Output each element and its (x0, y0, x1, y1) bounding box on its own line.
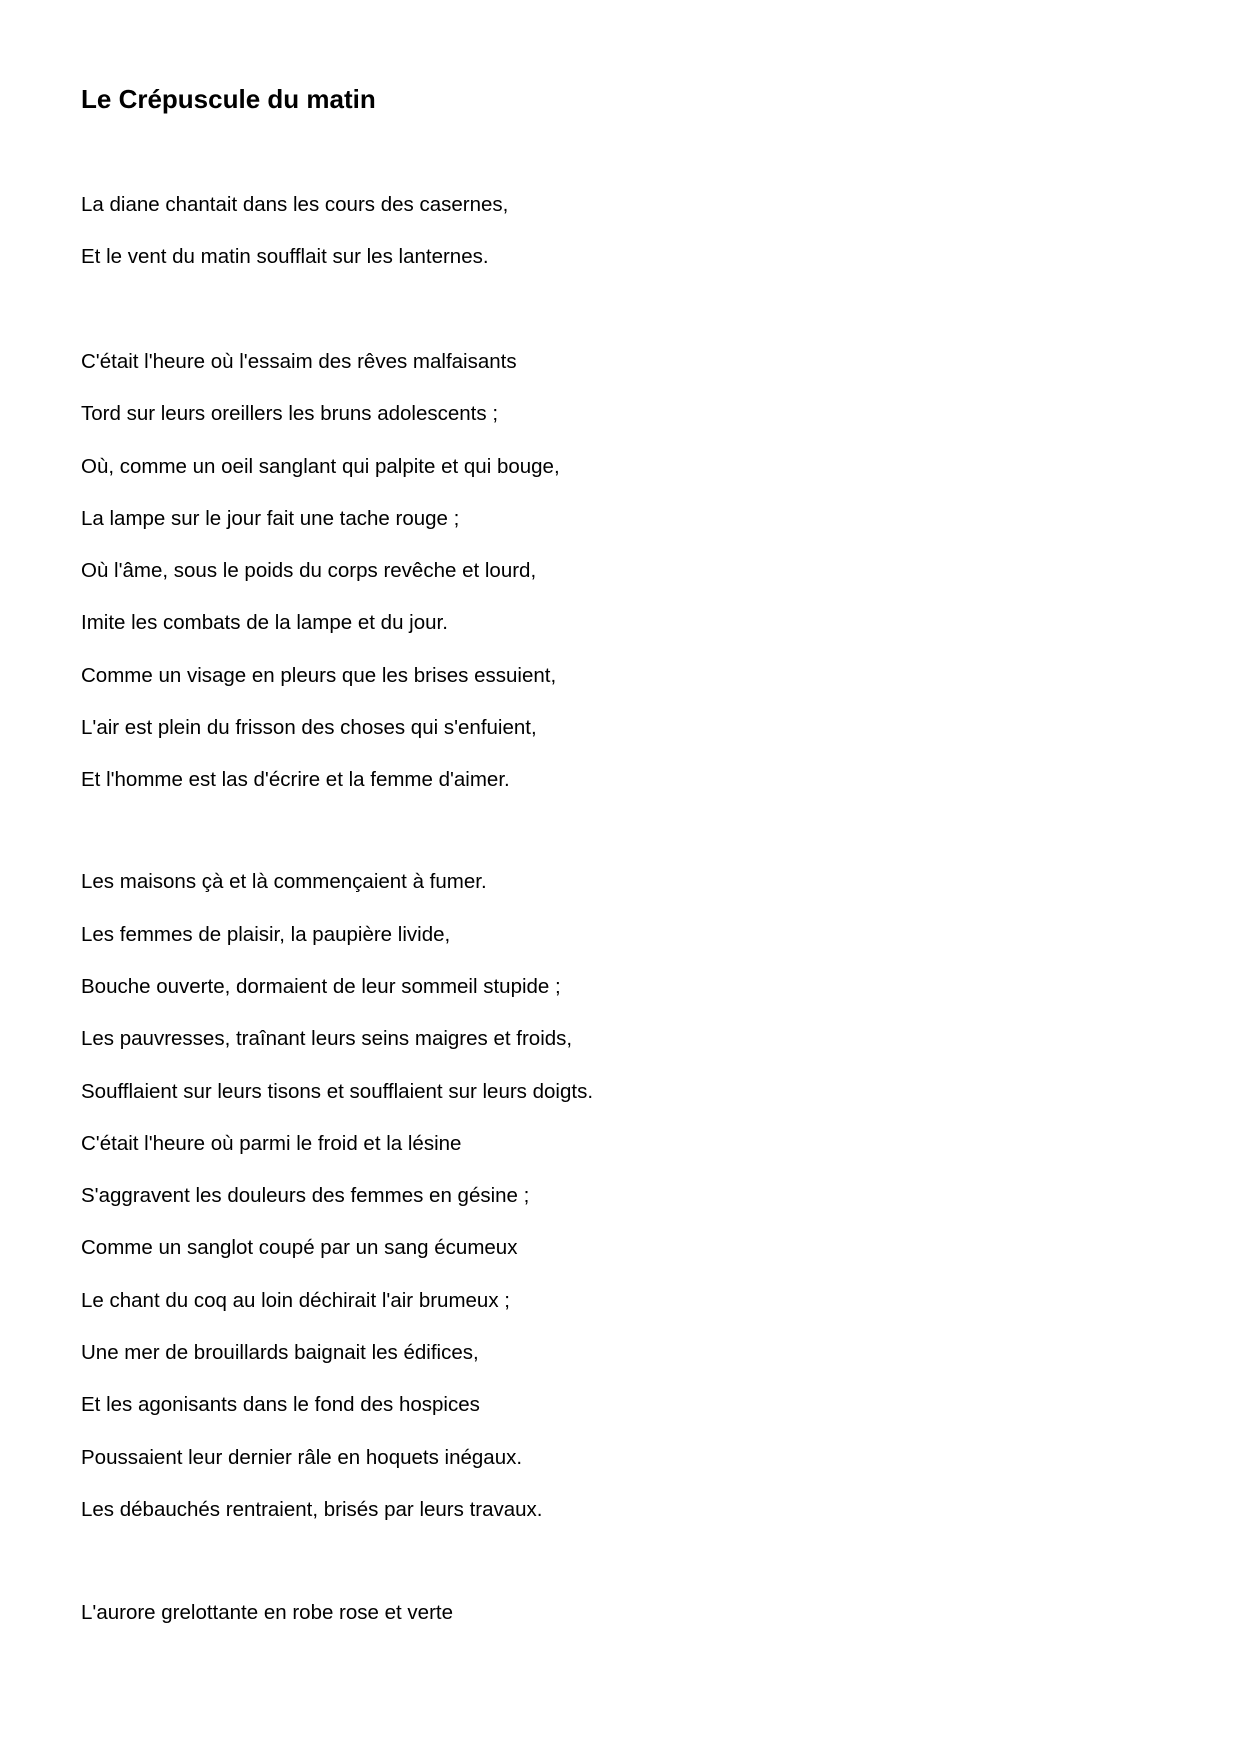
poem-line: C'était l'heure où parmi le froid et la lésine (81, 1132, 462, 1155)
poem-line: Bouche ouverte, dormaient de leur sommeil stupide ; (81, 975, 561, 998)
poem-line: S'aggravent les douleurs des femmes en gésine ; (81, 1184, 530, 1207)
poem-line: Et l'homme est las d'écrire et la femme d'aimer. (81, 768, 510, 791)
poem-line: Comme un visage en pleurs que les brises essuient, (81, 664, 557, 687)
poem-line: Et les agonisants dans le fond des hospices (81, 1393, 480, 1416)
poem-line: Et le vent du matin soufflait sur les lanternes. (81, 245, 489, 268)
poem-line: Les pauvresses, traînant leurs seins maigres et froids, (81, 1027, 573, 1050)
poem-line: Où, comme un oeil sanglant qui palpite et qui bouge, (81, 455, 560, 478)
poem-line: C'était l'heure où l'essaim des rêves malfaisants (81, 350, 517, 373)
poem-line: Poussaient leur dernier râle en hoquets inégaux. (81, 1446, 523, 1469)
poem-line: Les débauchés rentraient, brisés par leurs travaux. (81, 1498, 543, 1521)
poem-line: Soufflaient sur leurs tisons et soufflaient sur leurs doigts. (81, 1080, 594, 1103)
poem-line: Le chant du coq au loin déchirait l'air brumeux ; (81, 1289, 510, 1312)
poem-line: Imite les combats de la lampe et du jour. (81, 611, 448, 634)
poem-line: La diane chantait dans les cours des casernes, (81, 193, 509, 216)
poem-line: Une mer de brouillards baignait les édifices, (81, 1341, 479, 1364)
poem-title: Le Crépuscule du matin (81, 84, 376, 114)
poem-line: Où l'âme, sous le poids du corps revêche et lourd, (81, 559, 537, 582)
poem-line: Tord sur leurs oreillers les bruns adolescents ; (81, 402, 499, 425)
poem-line: Comme un sanglot coupé par un sang écumeux (81, 1236, 518, 1259)
poem-line: Les maisons çà et là commençaient à fumer. (81, 870, 487, 893)
poem-line: Les femmes de plaisir, la paupière livide, (81, 923, 451, 946)
poem-line: L'aurore grelottante en robe rose et verte (81, 1601, 454, 1624)
poem-line: La lampe sur le jour fait une tache rouge ; (81, 507, 460, 530)
poem-line: L'air est plein du frisson des choses qui s'enfuient, (81, 716, 537, 739)
